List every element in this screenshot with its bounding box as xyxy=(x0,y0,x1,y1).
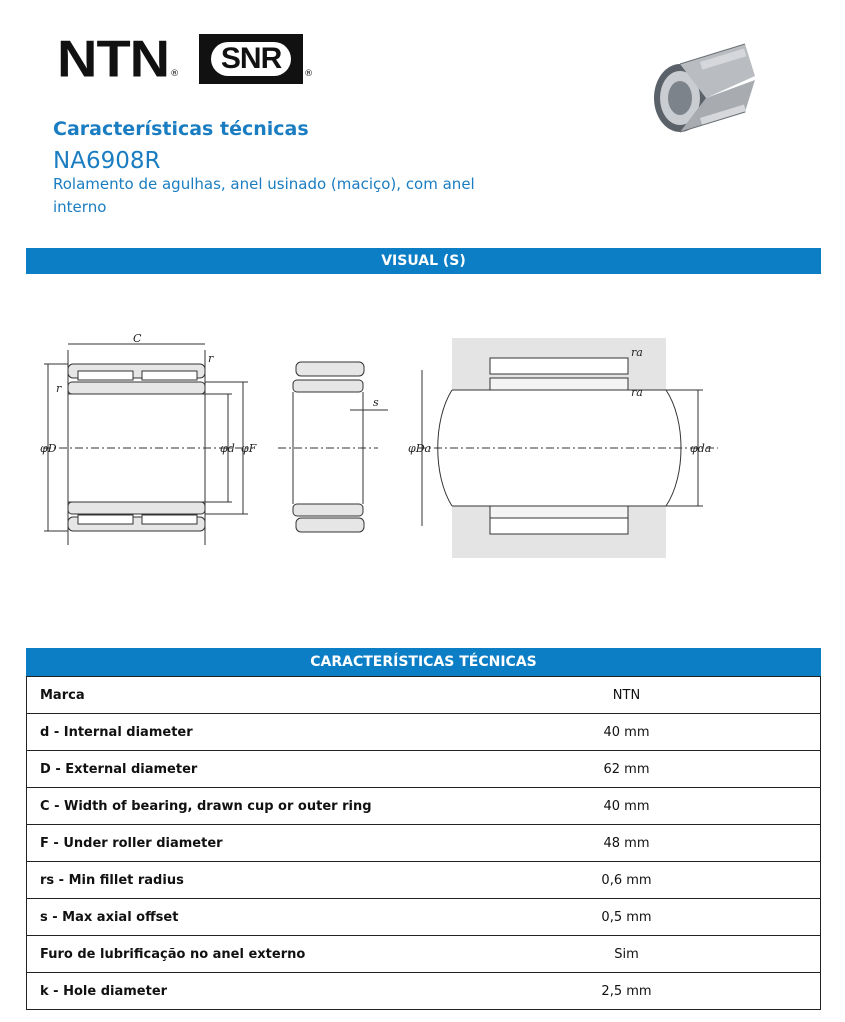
table-row xyxy=(27,677,821,714)
table-row xyxy=(27,825,821,862)
dim-label-da-outer: φDa xyxy=(408,442,432,455)
technical-drawing xyxy=(38,330,728,566)
visual-section-header: VISUAL (S) xyxy=(26,248,821,274)
dim-label-ra: ra xyxy=(631,346,643,359)
table-row xyxy=(27,936,821,973)
spec-value: 48 mm xyxy=(433,825,821,862)
spec-value: 0,5 mm xyxy=(433,899,821,936)
specs-table xyxy=(26,676,821,1010)
spec-value: 62 mm xyxy=(433,751,821,788)
product-reference: NA6908R xyxy=(53,148,161,174)
brand-logos xyxy=(57,29,314,88)
spec-value: 2,5 mm xyxy=(433,973,821,1010)
page-title: Características técnicas xyxy=(53,118,309,140)
snr-logo xyxy=(199,34,303,84)
spec-key: Furo de lubrificação no anel externo xyxy=(27,936,434,973)
dim-label-r: r xyxy=(208,352,214,365)
registered-mark: ® xyxy=(170,69,180,79)
spec-value: NTN xyxy=(433,677,821,714)
dim-label-da-inner: φda xyxy=(690,442,712,455)
spec-key: k - Hole diameter xyxy=(27,973,434,1010)
dim-label-f: φF xyxy=(241,442,257,455)
registered-mark: ® xyxy=(304,69,314,79)
table-row xyxy=(27,751,821,788)
bearing-product-image xyxy=(650,40,760,135)
spec-value: Sim xyxy=(433,936,821,973)
dim-label-ra: ra xyxy=(631,386,643,399)
dim-label-s: s xyxy=(373,396,379,409)
ntn-logo: NTN xyxy=(57,29,170,88)
table-row xyxy=(27,973,821,1010)
snr-logo-text: SNR xyxy=(211,42,291,76)
spec-value: 40 mm xyxy=(433,788,821,825)
spec-value: 0,6 mm xyxy=(433,862,821,899)
table-row xyxy=(27,714,821,751)
table-row xyxy=(27,788,821,825)
spec-key: Marca xyxy=(27,677,434,714)
table-row xyxy=(27,899,821,936)
spec-key: d - Internal diameter xyxy=(27,714,434,751)
spec-key: D - External diameter xyxy=(27,751,434,788)
dim-label-r: r xyxy=(56,382,62,395)
dim-label-d-outer: φD xyxy=(40,442,57,455)
table-row xyxy=(27,862,821,899)
spec-key: rs - Min fillet radius xyxy=(27,862,434,899)
dim-label-d-inner: φd xyxy=(220,442,235,455)
dim-label-c: C xyxy=(133,332,142,345)
product-description: Rolamento de agulhas, anel usinado (maciço), com anel interno xyxy=(53,175,475,216)
spec-value: 40 mm xyxy=(433,714,821,751)
spec-key: s - Max axial offset xyxy=(27,899,434,936)
spec-key: F - Under roller diameter xyxy=(27,825,434,862)
spec-key: C - Width of bearing, drawn cup or outer ring xyxy=(27,788,434,825)
specs-section-header: CARACTERÍSTICAS TÉCNICAS xyxy=(26,648,821,676)
